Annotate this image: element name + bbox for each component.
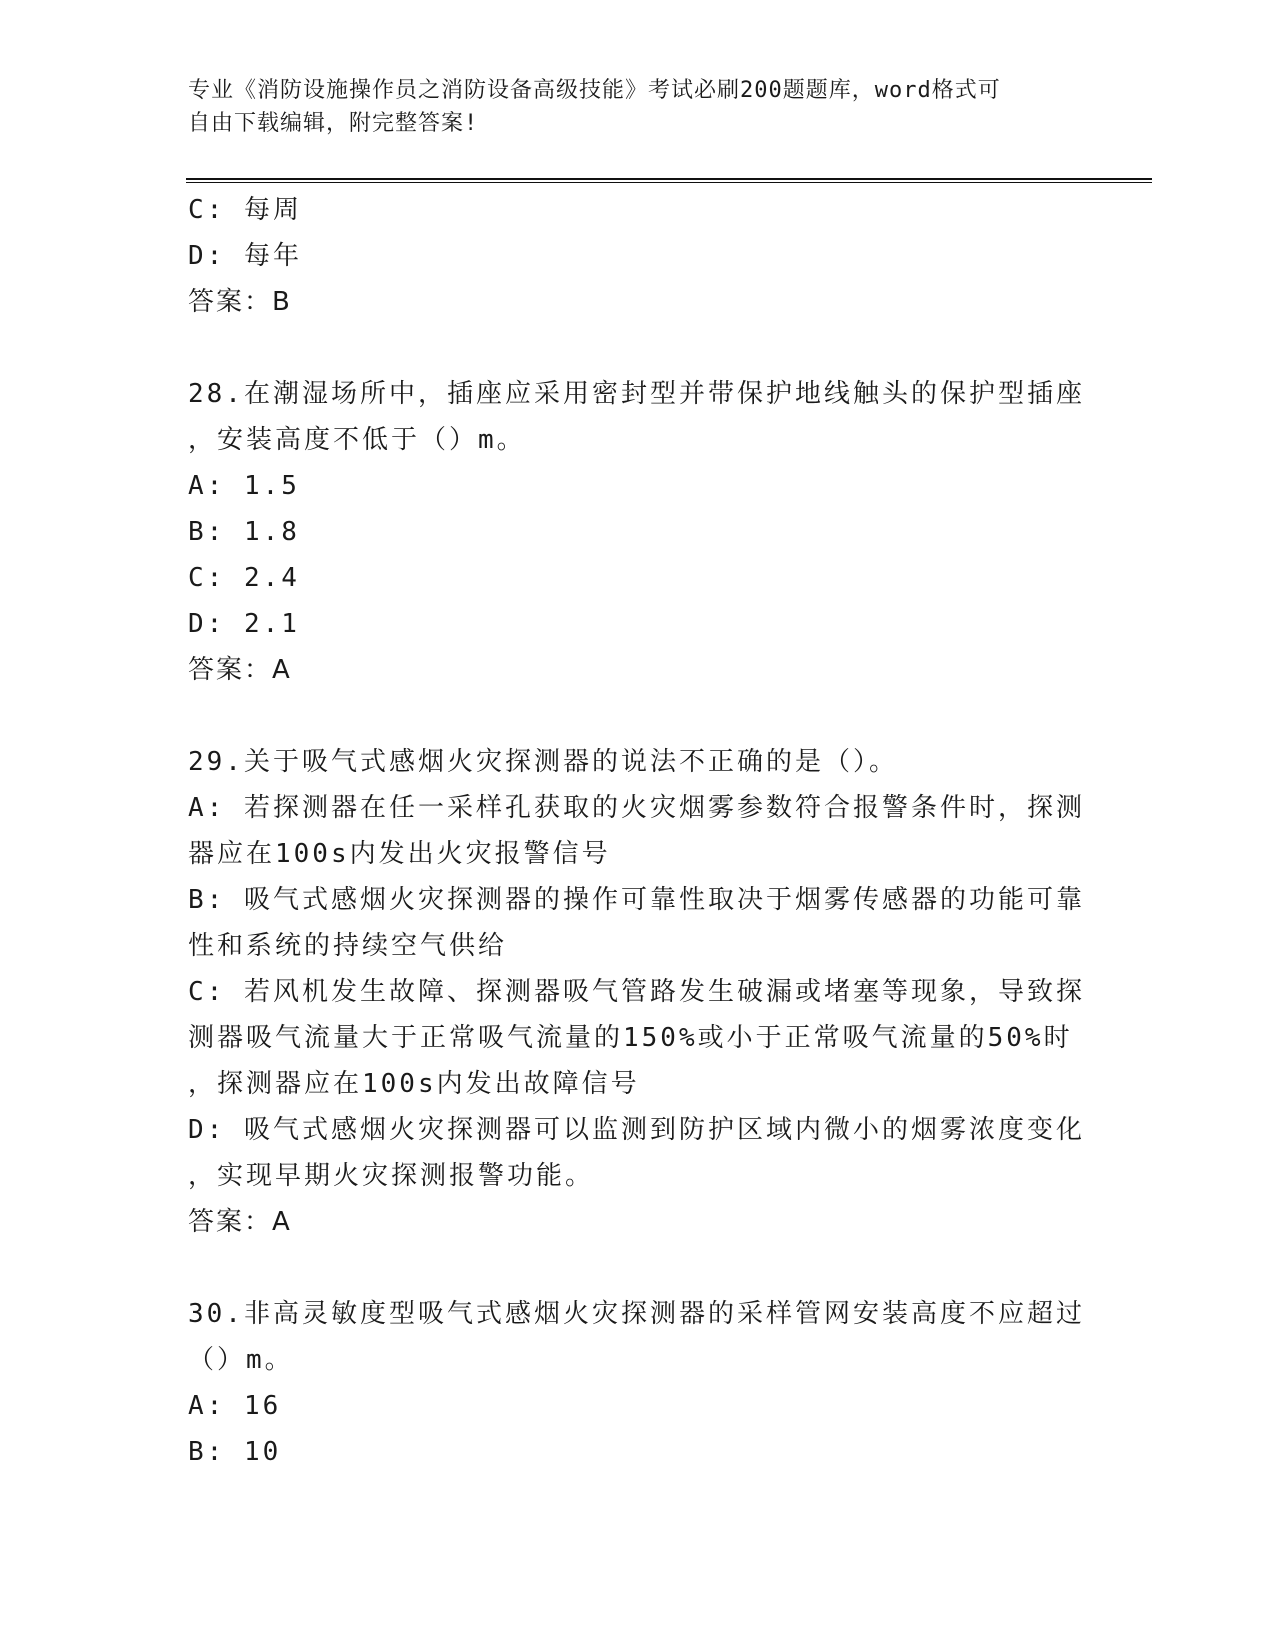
question-stem: 28.在潮湿场所中，插座应采用密封型并带保护地线触头的保护型插座 [188, 379, 1085, 409]
option-d: D: 2.1 [188, 609, 300, 639]
previous-question [188, 187, 1088, 325]
header-line-2: 自由下载编辑，附完整答案! [188, 111, 479, 136]
header-line-1: 专业《消防设施操作员之消防设备高级技能》考试必刷200题题库，word格式可 [188, 78, 1001, 103]
option-b: B: 1.8 [188, 517, 300, 547]
option-d: D: 每年 [188, 241, 302, 271]
option-c-cont: 测器吸气流量大于正常吸气流量的150%或小于正常吸气流量的50%时 [188, 1023, 1073, 1053]
option-a: A: 1.5 [188, 471, 300, 501]
option-b: B: 吸气式感烟火灾探测器的操作可靠性取决于烟雾传感器的功能可靠 [188, 885, 1085, 915]
option-c: C: 2.4 [188, 563, 300, 593]
option-c-cont: ，探测器应在100s内发出故障信号 [188, 1069, 640, 1099]
header-divider-thin [186, 182, 1152, 183]
option-a-cont: 器应在100s内发出火灾报警信号 [188, 839, 611, 869]
question-stem: 30.非高灵敏度型吸气式感烟火灾探测器的采样管网安装高度不应超过 [188, 1299, 1085, 1329]
option-c: C: 每周 [188, 195, 302, 225]
option-d: D: 吸气式感烟火灾探测器可以监测到防护区域内微小的烟雾浓度变化 [188, 1115, 1085, 1145]
option-a: A: 若探测器在任一采样孔获取的火灾烟雾参数符合报警条件时，探测 [188, 793, 1085, 823]
spacer [188, 325, 1088, 371]
question-content [188, 187, 1088, 1475]
option-c: C: 若风机发生故障、探测器吸气管路发生破漏或堵塞等现象，导致探 [188, 977, 1085, 1007]
answer-line: 答案：B [188, 287, 292, 317]
question-stem: ，安装高度不低于（）m。 [188, 425, 526, 455]
option-b-cont: 性和系统的持续空气供给 [188, 931, 508, 961]
spacer [188, 1245, 1088, 1291]
answer-line: 答案：A [188, 655, 292, 685]
option-d-cont: ，实现早期火灾探测报警功能。 [188, 1161, 595, 1191]
option-b: B: 10 [188, 1437, 282, 1467]
answer-line: 答案：A [188, 1207, 292, 1237]
question-30 [188, 1291, 1088, 1475]
question-28 [188, 371, 1088, 693]
question-29 [188, 739, 1088, 1245]
question-stem: 29.关于吸气式感烟火灾探测器的说法不正确的是（）。 [188, 747, 898, 777]
question-stem: （）m。 [188, 1345, 294, 1375]
page-header [188, 74, 1068, 140]
header-divider [186, 178, 1152, 180]
spacer [188, 693, 1088, 739]
option-a: A: 16 [188, 1391, 282, 1421]
